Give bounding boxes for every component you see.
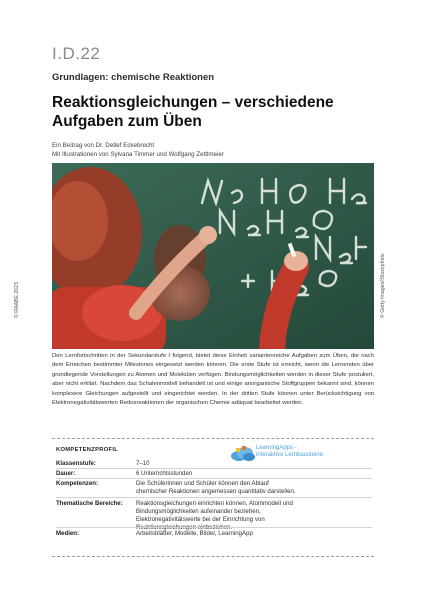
side-photo-credit: © Getty Images/iStockphoto — [380, 253, 386, 318]
chalkboard-illustration — [52, 163, 374, 349]
row-value: 7–10 — [136, 460, 150, 467]
side-copyright: © RAABE 2023 — [14, 282, 20, 318]
intro-paragraph: Den Lernfortschritten in der Sekundarstufe I folgend, bietet diese Einheit variantenreiche Aufgaben zum Üben, die nach dem Erreichen bestimmter Milestones eingesetzt werden können. Die erste Stufe ist erreicht, wenn die Lernenden über grundlegende Vorstellungen zu Atomen und Molekülen verfügen. Bindungsmöglichkeiten werden in dieser Stufe postuliert, aber nicht erklärt. Nachdem das Schalenmodell behandelt ist und einige anorganische Stoffgruppen bekannt sind, können komplexere Gleichungen aufgestellt und eingerichtet werden. In der dritten Stufe können unter Berücksichtigung von Elektronegativitätswerten Redoxreaktionen der organischen Chemie adäquat bearbeitet werden. — [52, 353, 374, 407]
row-divider — [56, 497, 372, 498]
byline-author: Ein Beitrag von Dr. Detlef Eckebrecht — [52, 142, 155, 149]
byline-illustrations: Mit Illustrationen von Sylvana Timmer und Wolfgang Zettlmeier — [52, 151, 224, 158]
profile-heading: KOMPETENZPROFIL — [56, 447, 119, 453]
row-key: Thematische Bereiche: — [56, 500, 123, 507]
row-key: Dauer: — [56, 470, 76, 477]
row-divider — [56, 527, 372, 528]
profile-top-divider — [52, 438, 374, 439]
competence-profile — [52, 438, 374, 566]
row-divider — [56, 468, 372, 469]
classroom-photo — [52, 163, 374, 349]
page-code: I.D.22 — [52, 44, 101, 63]
row-value: Die Schülerinnen und Schüler können den Ablauf chemischer Reaktionen angemessen quantitativ darstellen. — [136, 480, 296, 495]
row-divider — [56, 478, 372, 479]
row-key: Medien: — [56, 530, 80, 537]
badge-line-1: LearningApps - — [256, 445, 297, 451]
document-title — [52, 93, 352, 131]
profile-bottom-divider — [52, 556, 374, 557]
row-value: Reaktionsgleichungen einrichten können, Atommodell und Bindungsmöglichkeiten aufeinander beziehen, Elektronegativitätswerte bei der Einrichtung von Reaktionsgleichungen einbeziehen. — [136, 500, 293, 531]
row-value: Arbeitsblätter, Modelle, Bilder, LearningApp — [136, 530, 253, 537]
row-value: 6 Unterrichtsstunden — [136, 470, 193, 477]
row-key: Kompetenzen: — [56, 480, 98, 487]
badge-line-2: interaktive Lernbausteine — [256, 452, 324, 459]
badge-text — [256, 445, 323, 460]
title-line-2: Aufgaben zum Üben — [52, 113, 202, 130]
subject-heading: Grundlagen: chemische Reaktionen — [52, 72, 215, 83]
title-line-1: Reaktionsgleichungen – verschiedene — [52, 94, 334, 111]
row-key: Klassenstufe: — [56, 460, 96, 467]
